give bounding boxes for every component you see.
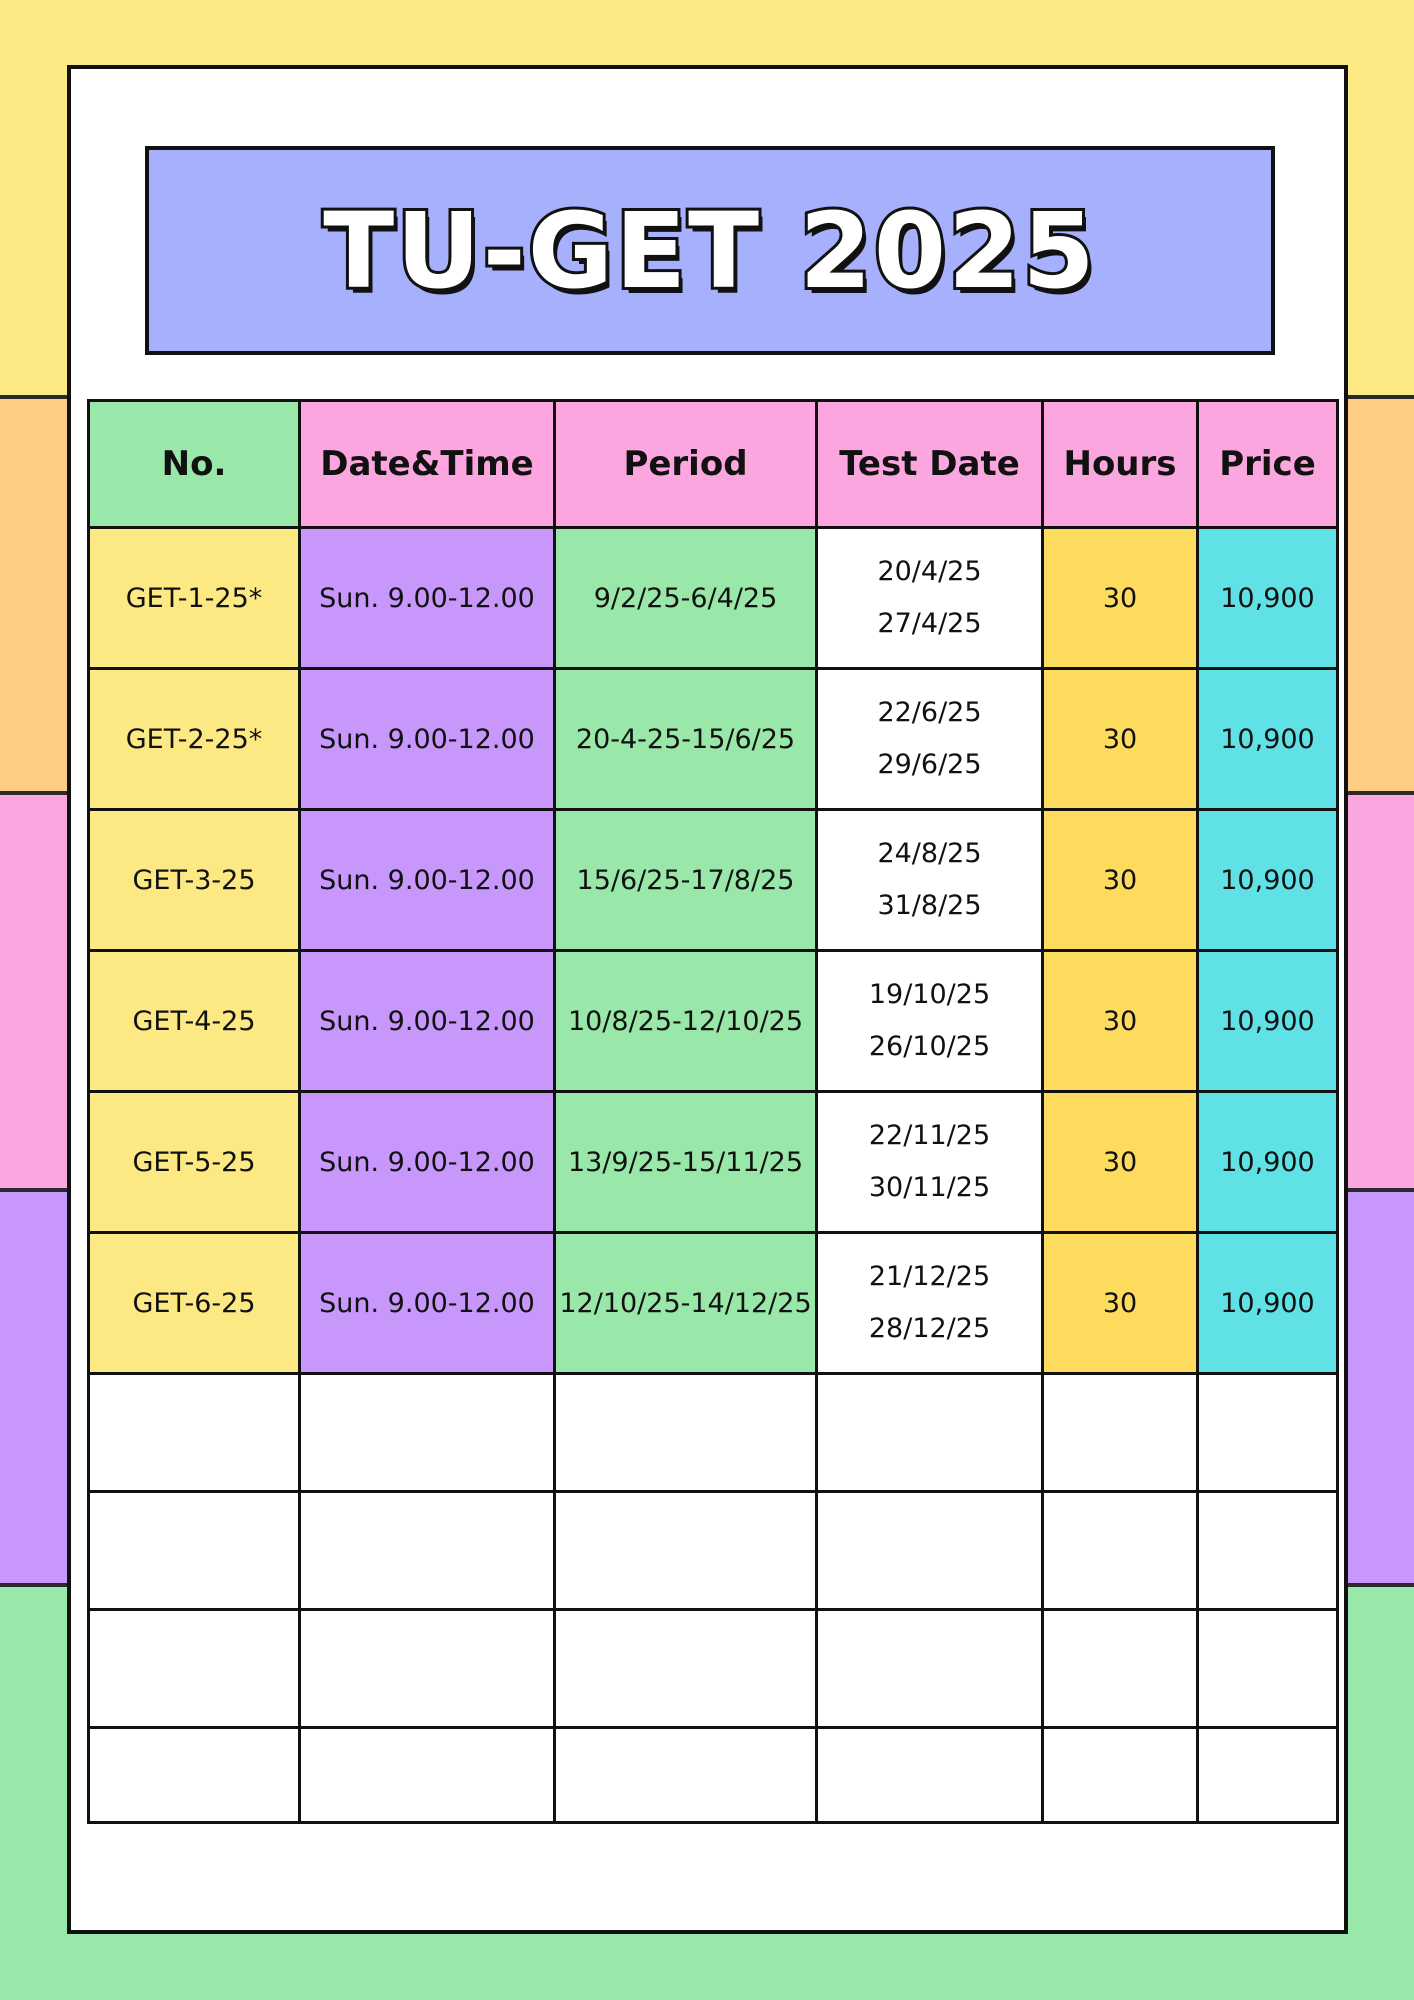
cell-datetime: Sun. 9.00-12.00 — [300, 951, 555, 1092]
cell-datetime: Sun. 9.00-12.00 — [300, 528, 555, 669]
cell-no: GET-2-25* — [89, 669, 300, 810]
test-date-first: 21/12/25 — [868, 1261, 991, 1292]
empty-cell — [1043, 1374, 1198, 1492]
cell-datetime: Sun. 9.00-12.00 — [300, 1092, 555, 1233]
empty-cell — [817, 1728, 1043, 1823]
empty-cell — [1043, 1610, 1198, 1728]
cell-no: GET-4-25 — [89, 951, 300, 1092]
cell-hours: 30 — [1043, 1233, 1198, 1374]
table-row — [89, 1233, 1338, 1374]
empty-cell — [89, 1610, 300, 1728]
page-title: TU-GET 2025 — [323, 189, 1097, 312]
empty-cell — [555, 1374, 817, 1492]
empty-cell — [1198, 1374, 1338, 1492]
empty-cell — [89, 1492, 300, 1610]
empty-cell — [89, 1728, 300, 1823]
column-header-no: No. — [89, 401, 300, 528]
test-date-second: 27/4/25 — [877, 608, 982, 639]
table-row — [89, 951, 1338, 1092]
empty-row — [89, 1492, 1338, 1610]
cell-price: 10,900 — [1198, 951, 1338, 1092]
test-date-first: 24/8/25 — [877, 838, 982, 869]
column-header-datetime: Date&Time — [300, 401, 555, 528]
cell-price: 10,900 — [1198, 1092, 1338, 1233]
empty-cell — [555, 1610, 817, 1728]
cell-hours: 30 — [1043, 1092, 1198, 1233]
cell-price: 10,900 — [1198, 810, 1338, 951]
empty-row — [89, 1374, 1338, 1492]
test-date-first: 19/10/25 — [868, 979, 991, 1010]
table-row — [89, 669, 1338, 810]
cell-period: 9/2/25-6/4/25 — [555, 528, 817, 669]
empty-cell — [1043, 1728, 1198, 1823]
table-row — [89, 528, 1338, 669]
empty-cell — [555, 1492, 817, 1610]
cell-price: 10,900 — [1198, 528, 1338, 669]
empty-cell — [300, 1492, 555, 1610]
cell-price: 10,900 — [1198, 669, 1338, 810]
cell-datetime: Sun. 9.00-12.00 — [300, 669, 555, 810]
test-date-first: 20/4/25 — [877, 556, 982, 587]
table-row — [89, 810, 1338, 951]
cell-test-date — [817, 1092, 1043, 1233]
schedule-sheet — [67, 65, 1348, 1934]
test-date-second: 28/12/25 — [868, 1313, 991, 1344]
test-date-second: 26/10/25 — [868, 1031, 991, 1062]
cell-price: 10,900 — [1198, 1233, 1338, 1374]
empty-cell — [555, 1728, 817, 1823]
test-date-second: 29/6/25 — [877, 749, 982, 780]
test-date-first: 22/11/25 — [868, 1120, 991, 1151]
column-header-hours: Hours — [1043, 401, 1198, 528]
empty-cell — [300, 1728, 555, 1823]
cell-hours: 30 — [1043, 951, 1198, 1092]
empty-cell — [817, 1492, 1043, 1610]
cell-test-date — [817, 669, 1043, 810]
cell-no: GET-5-25 — [89, 1092, 300, 1233]
test-date-second: 30/11/25 — [868, 1172, 991, 1203]
empty-cell — [817, 1374, 1043, 1492]
empty-cell — [1198, 1610, 1338, 1728]
cell-test-date — [817, 528, 1043, 669]
cell-test-date — [817, 810, 1043, 951]
cell-datetime: Sun. 9.00-12.00 — [300, 1233, 555, 1374]
empty-cell — [1198, 1728, 1338, 1823]
cell-hours: 30 — [1043, 528, 1198, 669]
cell-datetime: Sun. 9.00-12.00 — [300, 810, 555, 951]
empty-cell — [300, 1374, 555, 1492]
table-header-row — [89, 401, 1338, 528]
test-date-first: 22/6/25 — [877, 697, 982, 728]
cell-test-date — [817, 1233, 1043, 1374]
empty-row — [89, 1610, 1338, 1728]
title-banner — [145, 146, 1275, 355]
empty-row — [89, 1728, 1338, 1823]
cell-period: 20-4-25-15/6/25 — [555, 669, 817, 810]
table-row — [89, 1092, 1338, 1233]
empty-cell — [1043, 1492, 1198, 1610]
empty-cell — [817, 1610, 1043, 1728]
cell-period: 15/6/25-17/8/25 — [555, 810, 817, 951]
cell-period: 12/10/25-14/12/25 — [555, 1233, 817, 1374]
empty-cell — [1198, 1492, 1338, 1610]
cell-period: 13/9/25-15/11/25 — [555, 1092, 817, 1233]
cell-period: 10/8/25-12/10/25 — [555, 951, 817, 1092]
column-header-price: Price — [1198, 401, 1338, 528]
column-header-period: Period — [555, 401, 817, 528]
cell-no: GET-3-25 — [89, 810, 300, 951]
schedule-table — [87, 399, 1339, 1824]
cell-hours: 30 — [1043, 810, 1198, 951]
empty-cell — [89, 1374, 300, 1492]
cell-test-date — [817, 951, 1043, 1092]
empty-cell — [300, 1610, 555, 1728]
cell-no: GET-1-25* — [89, 528, 300, 669]
column-header-test-date: Test Date — [817, 401, 1043, 528]
cell-hours: 30 — [1043, 669, 1198, 810]
test-date-second: 31/8/25 — [877, 890, 982, 921]
cell-no: GET-6-25 — [89, 1233, 300, 1374]
